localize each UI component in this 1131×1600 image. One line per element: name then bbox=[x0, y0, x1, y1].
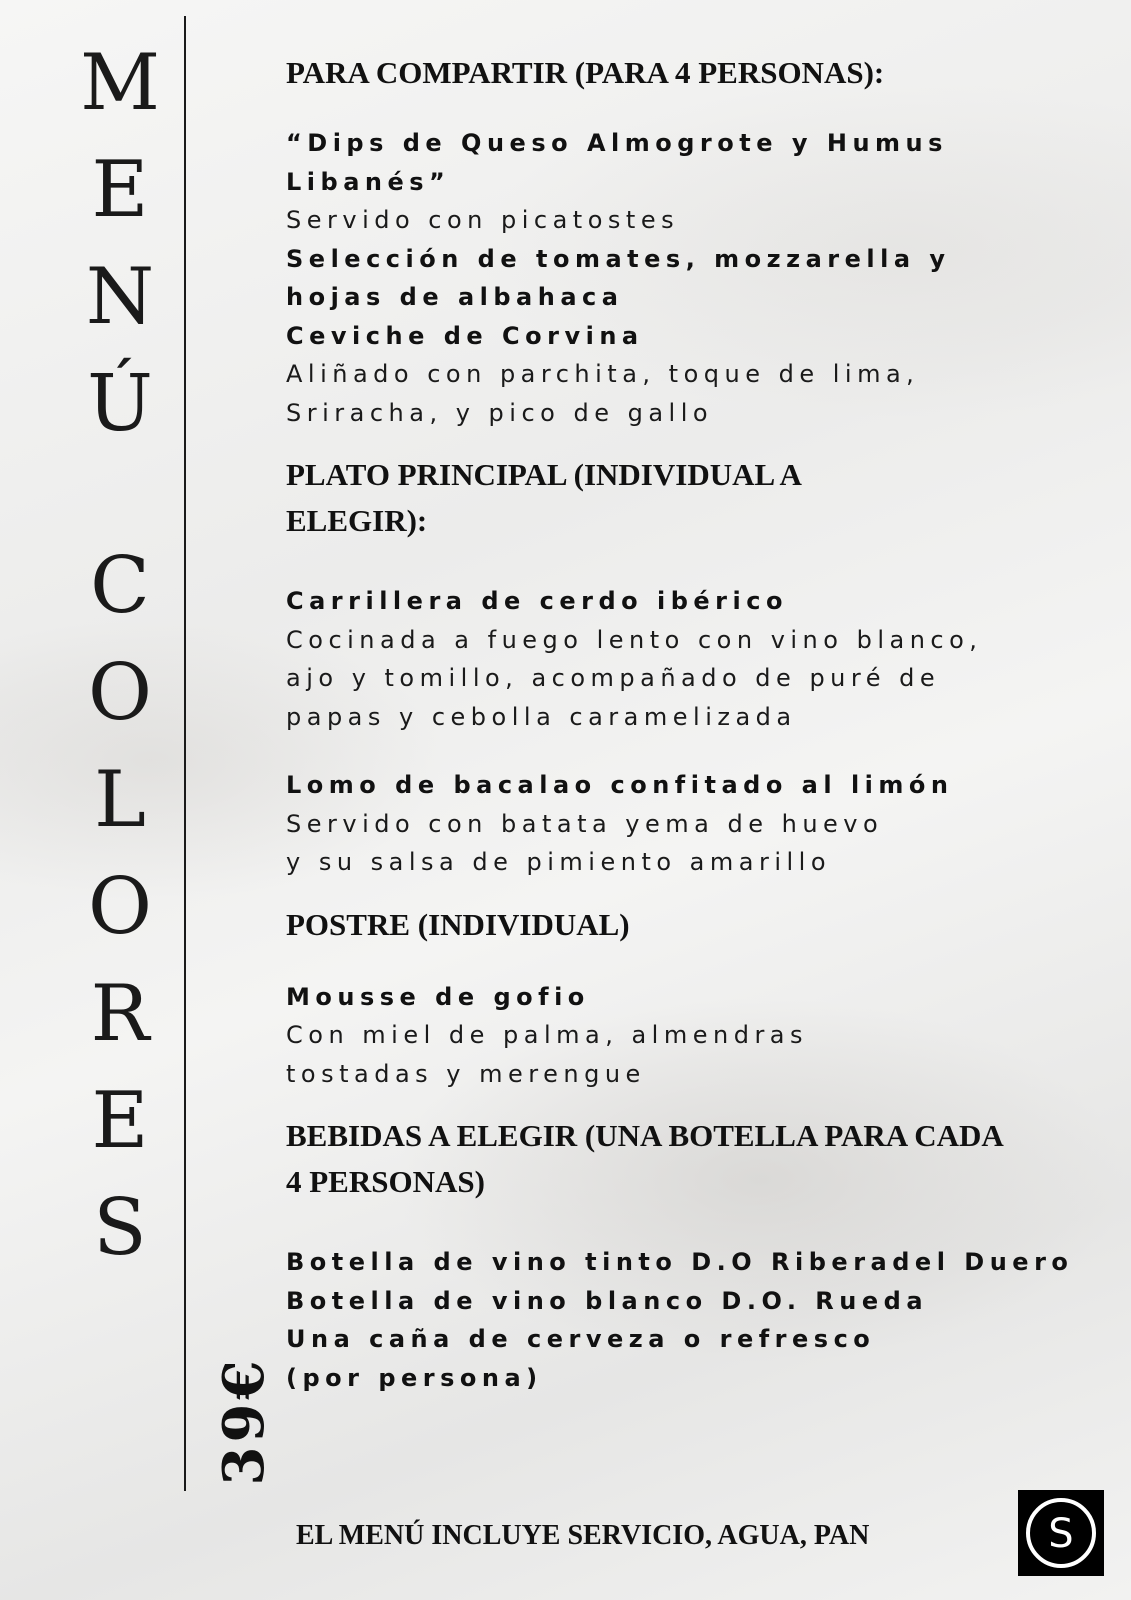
item-name: Carrillera de cerdo ibérico bbox=[286, 587, 788, 615]
item-description: Servido con batata yema de huevo bbox=[286, 809, 884, 838]
logo-letter: S bbox=[1048, 1511, 1074, 1557]
item-name: Mousse de gofio bbox=[286, 982, 590, 1011]
drink-item: Botella de vino tinto D.O Riberadel Duero bbox=[286, 1248, 1074, 1276]
section-title-bebidas: 4 PERSONAS) bbox=[286, 1164, 485, 1199]
item-description: Cocinada a fuego lento con vino blanco, bbox=[286, 625, 983, 654]
item-description: tostadas y merengue bbox=[286, 1059, 646, 1088]
side-title-letter: O bbox=[88, 862, 152, 952]
item-description: Sriracha, y pico de gallo bbox=[286, 398, 714, 427]
side-title-letter: O bbox=[88, 648, 152, 738]
section-title-postre: POSTRE (INDIVIDUAL) bbox=[286, 906, 630, 942]
side-title-gap bbox=[60, 458, 180, 533]
item-name: Lomo de bacalao confitado al limón bbox=[286, 771, 954, 799]
item-name: Ceviche de Corvina bbox=[286, 321, 644, 350]
section-title-bebidas: BEBIDAS A ELEGIR (UNA BOTELLA PARA CADA bbox=[286, 1118, 1004, 1153]
drink-item: (por persona) bbox=[286, 1363, 543, 1392]
drink-item: Botella de vino blanco D.O. Rueda bbox=[286, 1286, 929, 1315]
item-name: Libanés” bbox=[286, 167, 451, 196]
menu-content bbox=[286, 50, 1106, 1397]
side-title-letter: N bbox=[85, 252, 155, 342]
item-name: hojas de albahaca bbox=[286, 283, 624, 311]
side-title-letter: E bbox=[91, 145, 149, 235]
item-name: “Dips de Queso Almogrote y Humus bbox=[286, 129, 948, 157]
side-title-letter: E bbox=[91, 1076, 149, 1166]
item-description: Con miel de palma, almendras bbox=[286, 1021, 809, 1049]
side-title-letter: R bbox=[90, 969, 150, 1059]
logo-svg bbox=[1023, 1495, 1099, 1571]
price-value: 39€ bbox=[211, 1356, 277, 1486]
side-title-letter: Ú bbox=[87, 359, 153, 449]
side-title-letter: C bbox=[90, 541, 150, 631]
item-description: y su salsa de pimiento amarillo bbox=[286, 848, 832, 876]
item-description: Aliñado con parchita, toque de lima, bbox=[286, 360, 920, 388]
s-circle-logo-icon bbox=[1018, 1490, 1104, 1576]
section-title-principal: ELEGIR): bbox=[286, 503, 428, 538]
side-title-letter: L bbox=[94, 755, 146, 845]
item-description: Servido con picatostes bbox=[286, 206, 680, 234]
vertical-divider bbox=[184, 16, 186, 1491]
item-description: ajo y tomillo, acompañado de puré de bbox=[286, 664, 941, 692]
item-description: papas y cebolla caramelizada bbox=[286, 702, 797, 731]
section-title-compartir: PARA COMPARTIR (PARA 4 PERSONAS): bbox=[286, 55, 885, 90]
side-title-letter: S bbox=[93, 1183, 147, 1273]
price-tag bbox=[169, 1356, 319, 1486]
side-title bbox=[60, 30, 180, 1282]
side-title-letter: M bbox=[80, 38, 160, 128]
section-title-principal: PLATO PRINCIPAL (INDIVIDUAL A bbox=[286, 457, 802, 492]
item-name: Selección de tomates, mozzarella y bbox=[286, 244, 951, 273]
footer-note: EL MENÚ INCLUYE SERVICIO, AGUA, PAN bbox=[296, 1520, 870, 1551]
drink-item: Una caña de cerveza o refresco bbox=[286, 1325, 876, 1353]
